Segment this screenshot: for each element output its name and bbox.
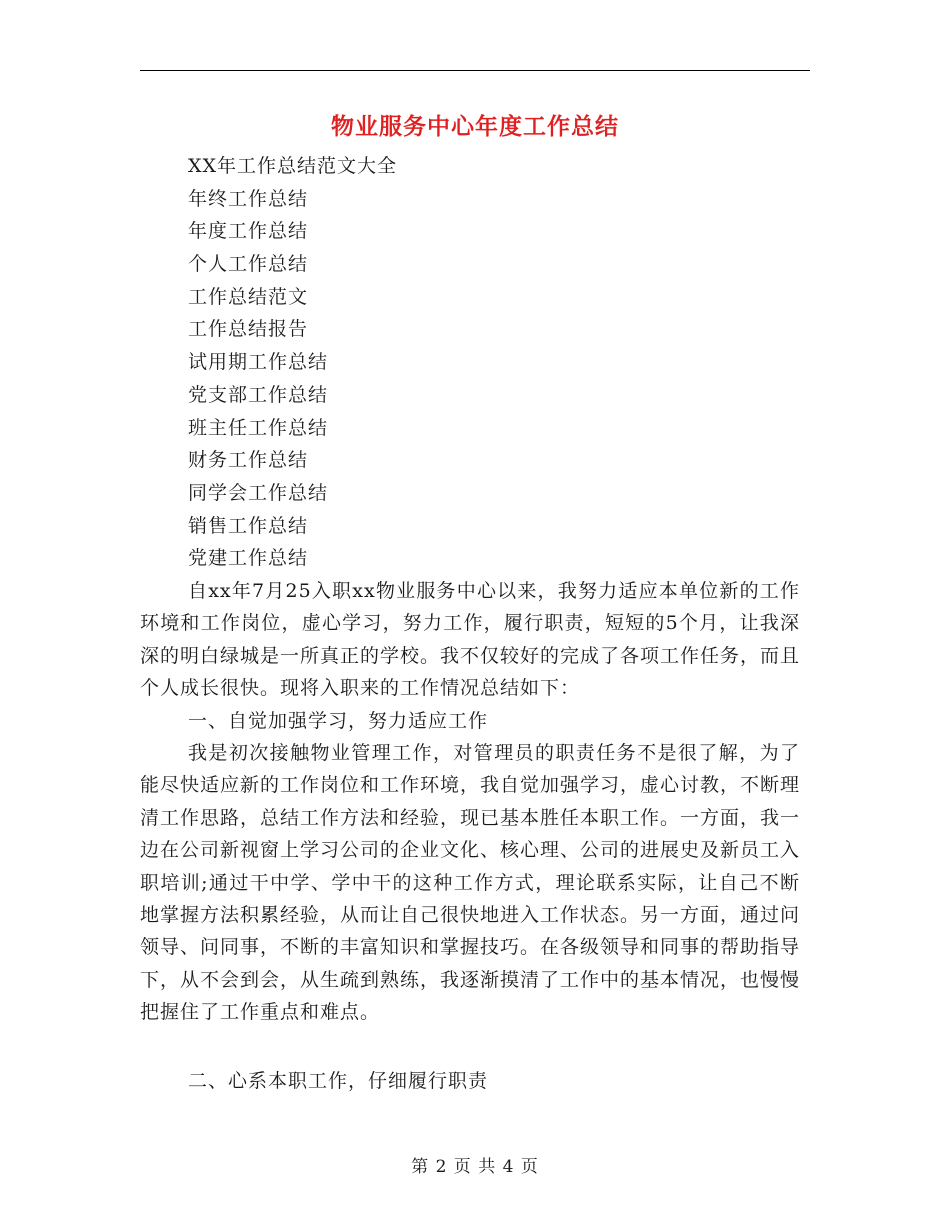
toc-item: 同学会工作总结 [188,481,329,504]
toc-item: 年度工作总结 [188,220,309,243]
toc-item: 党建工作总结 [188,547,309,570]
toc-item: 工作总结范文 [188,285,309,308]
section-1-paragraph: 我是初次接触物业管理工作，对管理员的职责任务不是很了解，为了能尽快适应新的工作岗位和工作环境，我自觉加强学习，虚心讨教，不断理清工作思路，总结工作方法和经验，现已基本胜任本职工作。一方面，我一边在公司新视窗上学习公司的企业文化、核心理、公司的进展史及新员工入职培训;通过干中学、学中干的这种工作方式，理论联系实际，让自己不断地掌握方法积累经验，从而让自己很快地进入工作状态。另一方面，通过问领导、问同事，不断的丰富知识和掌握技巧。在各级领导和同事的帮助指导下，从不会到会，从生疏到熟练，我逐渐摸清了工作中的基本情况，也慢慢把握住了工作重点和难点。 [140,742,801,1024]
toc-item: 班主任工作总结 [188,416,329,439]
toc-list [188,150,397,575]
toc-item: 财务工作总结 [188,449,309,472]
document-body [140,575,800,1029]
intro-paragraph: 自xx年7月25入职xx物业服务中心以来，我努力适应本单位新的工作环境和工作岗位，虚心学习，努力工作，履行职责，短短的5个月，让我深深的明白绿城是一所真正的学校。我不仅较好的完成了各项工作任务，而且个人成长很快。现将入职来的工作情况总结如下： [140,580,801,700]
toc-item: 党支部工作总结 [188,383,329,406]
toc-item: 个人工作总结 [188,253,309,276]
toc-item: XX年工作总结范文大全 [188,155,398,177]
toc-item: 试用期工作总结 [188,351,329,374]
page-number: 第 2 页 共 4 页 [411,1157,539,1177]
toc-item: 年终工作总结 [188,187,309,210]
toc-item: 销售工作总结 [188,514,309,537]
document-title: 物业服务中心年度工作总结 [331,113,619,140]
header-rule [140,70,810,71]
toc-item: 工作总结报告 [188,318,309,341]
section-heading-1: 一、自觉加强学习，努力适应工作 [188,709,489,732]
section-heading-2: 二、心系本职工作，仔细履行职责 [188,1070,489,1092]
